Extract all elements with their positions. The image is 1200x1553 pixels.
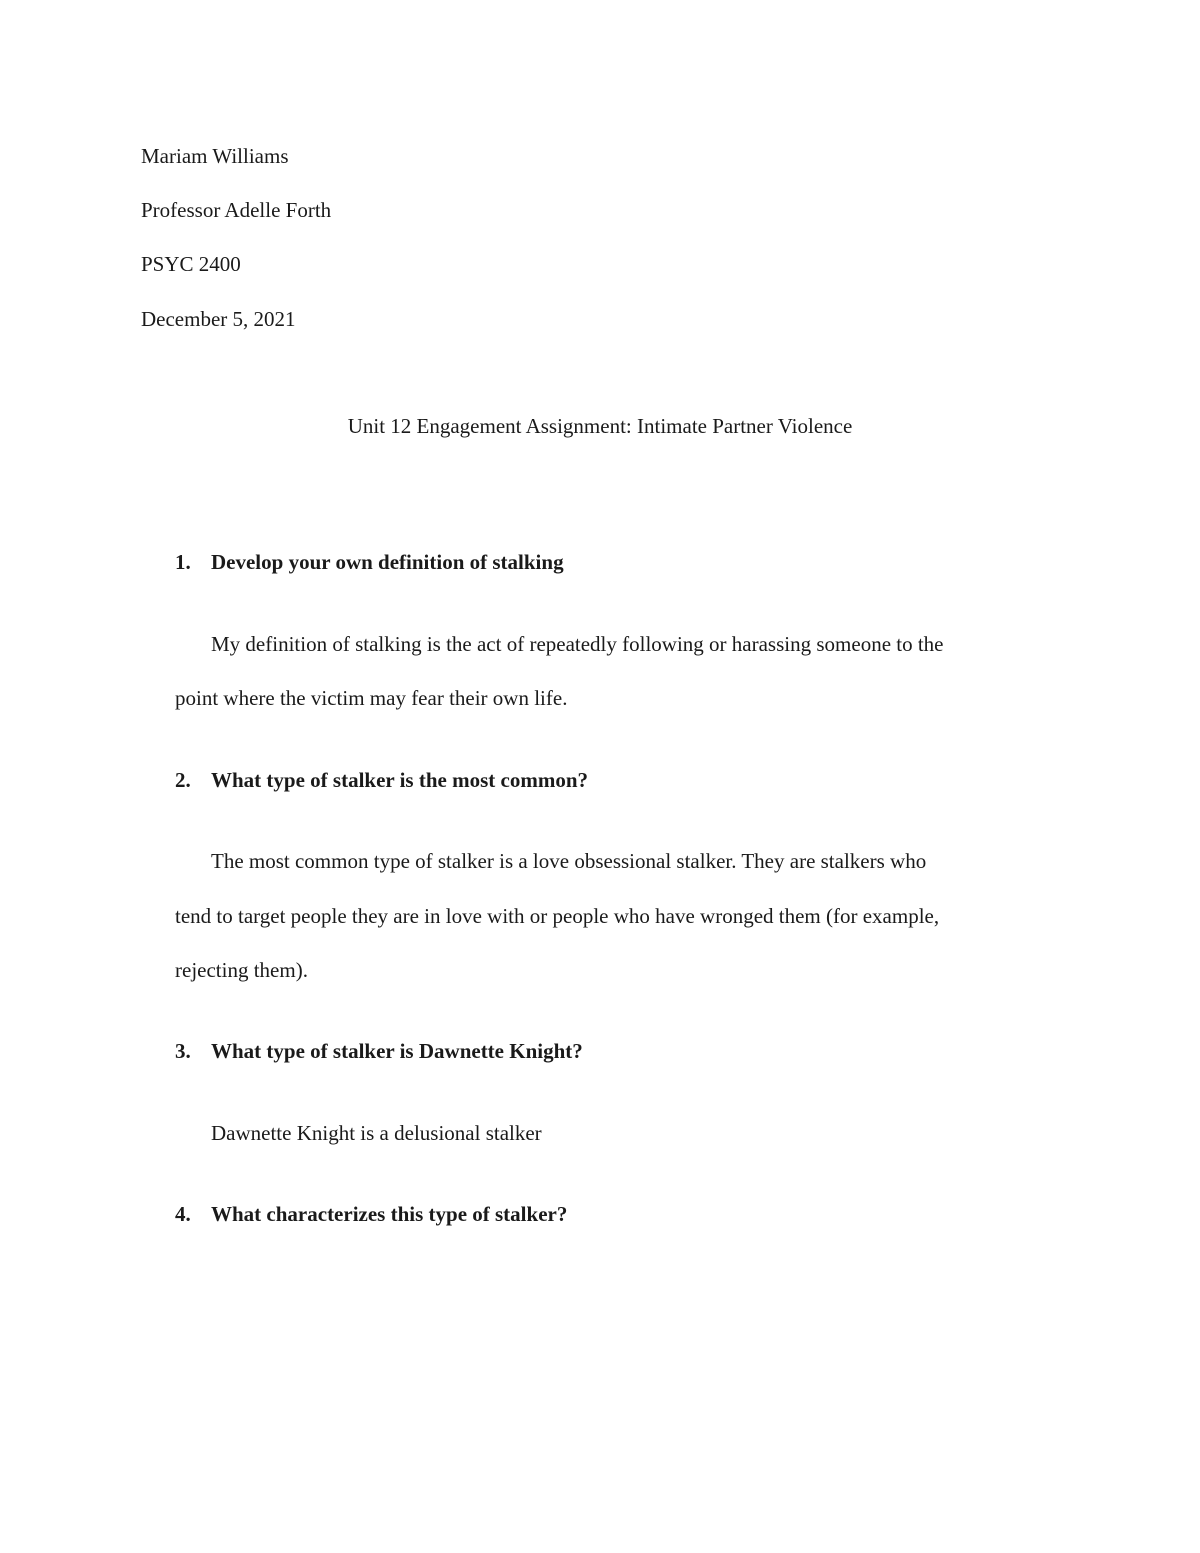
question-number: 2. <box>175 768 191 792</box>
student-name: Mariam Williams <box>141 144 289 168</box>
answer-1-line-1: My definition of stalking is the act of repeatedly following or harassing someone to the <box>211 632 944 656</box>
question-number: 1. <box>175 550 191 574</box>
question-2 <box>175 766 588 794</box>
answer-2-line-1: The most common type of stalker is a love obsessional stalker. They are stalkers who <box>211 849 927 873</box>
question-1 <box>175 548 564 576</box>
answer-2-line-3: rejecting them). <box>175 958 308 982</box>
professor-name: Professor Adelle Forth <box>141 198 332 222</box>
submission-date: December 5, 2021 <box>141 307 296 331</box>
answer-3-line-1: Dawnette Knight is a delusional stalker <box>211 1121 542 1145</box>
question-3 <box>175 1037 583 1065</box>
question-4 <box>175 1200 567 1228</box>
question-text: What characterizes this type of stalker? <box>211 1202 568 1226</box>
answer-1-line-2: point where the victim may fear their own life. <box>175 686 568 710</box>
question-text: What type of stalker is Dawnette Knight? <box>211 1039 583 1063</box>
answer-2-line-2: tend to target people they are in love with or people who have wronged them (for example, <box>175 904 940 928</box>
course-code: PSYC 2400 <box>141 252 241 276</box>
question-text: What type of stalker is the most common? <box>211 768 588 792</box>
document-title: Unit 12 Engagement Assignment: Intimate Partner Violence <box>347 414 853 438</box>
question-number: 4. <box>175 1202 191 1226</box>
question-number: 3. <box>175 1039 191 1063</box>
question-text: Develop your own definition of stalking <box>211 550 564 574</box>
